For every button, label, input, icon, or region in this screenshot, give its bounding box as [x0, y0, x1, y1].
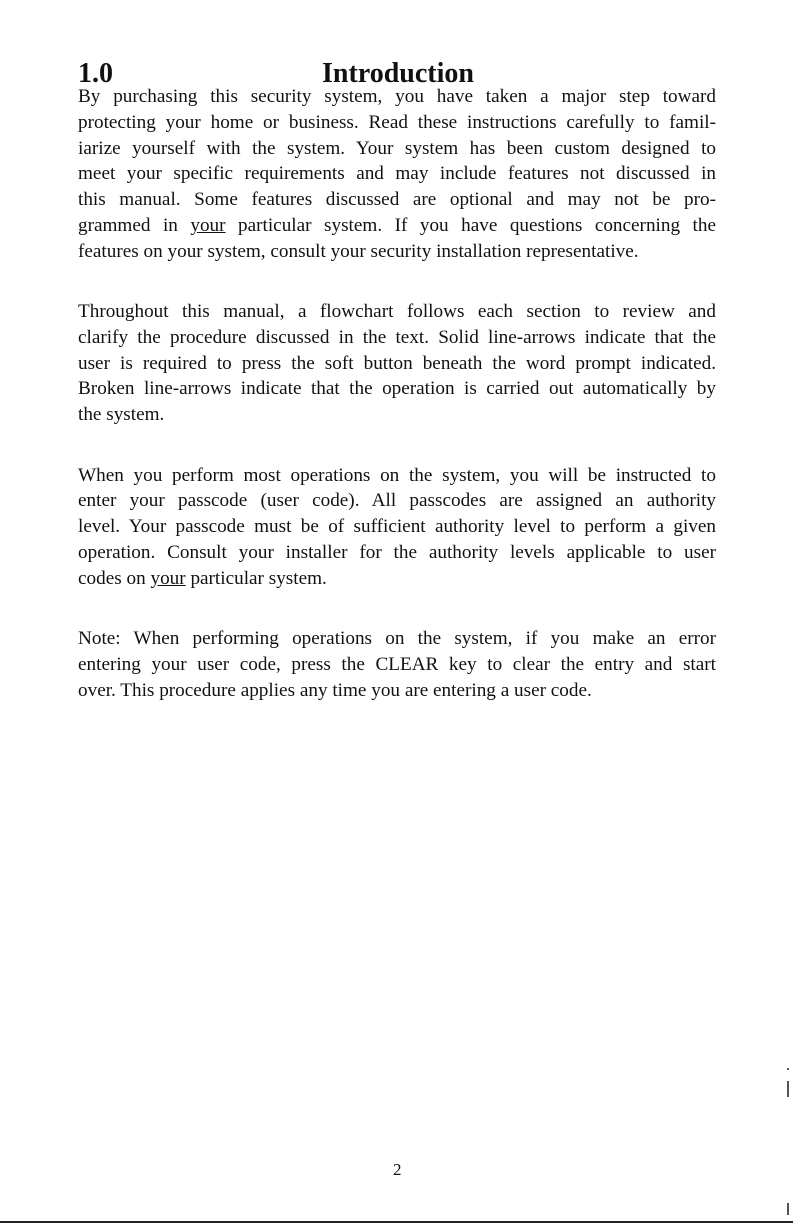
- document-body: [78, 84, 716, 738]
- text-line: enter your passcode (user code). All passcodes are assigned an authority: [78, 490, 716, 512]
- bottom-rule: [0, 1221, 793, 1223]
- page-number: 2: [393, 1160, 402, 1179]
- text-line: Broken line-arrows indicate that the operation is carried out automatically by: [78, 378, 716, 400]
- text-line: When you perform most operations on the system, you will be instructed to: [78, 464, 716, 486]
- text-line: meet your specific requirements and may include features not discussed in: [78, 163, 716, 185]
- text-line: user is required to press the soft button beneath the word prompt indicated.: [78, 352, 716, 374]
- section-number: 1.0: [78, 58, 113, 89]
- text-segment: codes on: [78, 567, 151, 589]
- text-line: this manual. Some features discussed are optional and may not be pro-: [78, 189, 716, 211]
- text-line: By purchasing this security system, you have taken a major step toward: [78, 86, 716, 107]
- text-segment: particular system.: [185, 567, 327, 589]
- text-line: entering your user code, press the CLEAR key to clear the entry and start: [78, 653, 716, 675]
- underlined-word: your: [150, 567, 186, 589]
- text-segment: particular system. If you have questions concerning the: [225, 214, 716, 236]
- scan-mark: [787, 1203, 789, 1215]
- text-line: [78, 213, 716, 239]
- paragraph: [78, 84, 716, 265]
- underlined-word: your: [190, 214, 226, 236]
- text-line: features on your system, consult your security installation representative.: [78, 240, 639, 262]
- text-line: clarify the procedure discussed in the text. Solid line-arrows indicate that the: [78, 326, 716, 348]
- text-line: Throughout this manual, a flowchart follows each section to review and: [78, 301, 716, 323]
- text-line: [78, 566, 716, 592]
- text-line: operation. Consult your installer for the authority levels applicable to user: [78, 541, 716, 563]
- scan-mark: [787, 1068, 789, 1070]
- text-line: protecting your home or business. Read these instructions carefully to famil-: [78, 111, 716, 133]
- text-segment: grammed in: [78, 214, 191, 236]
- text-line: level. Your passcode must be of sufficient authority level to perform a given: [78, 516, 716, 538]
- paragraph: [78, 299, 716, 428]
- text-line: Note: When performing operations on the system, if you make an error: [78, 628, 716, 650]
- paragraph: [78, 626, 716, 703]
- section-title: Introduction: [322, 58, 474, 89]
- scan-mark: [787, 1081, 789, 1097]
- paragraph: [78, 463, 716, 592]
- text-line: over. This procedure applies any time you are entering a user code.: [78, 679, 592, 701]
- text-line: iarize yourself with the system. Your system has been custom designed to: [78, 137, 716, 159]
- text-line: the system.: [78, 404, 165, 426]
